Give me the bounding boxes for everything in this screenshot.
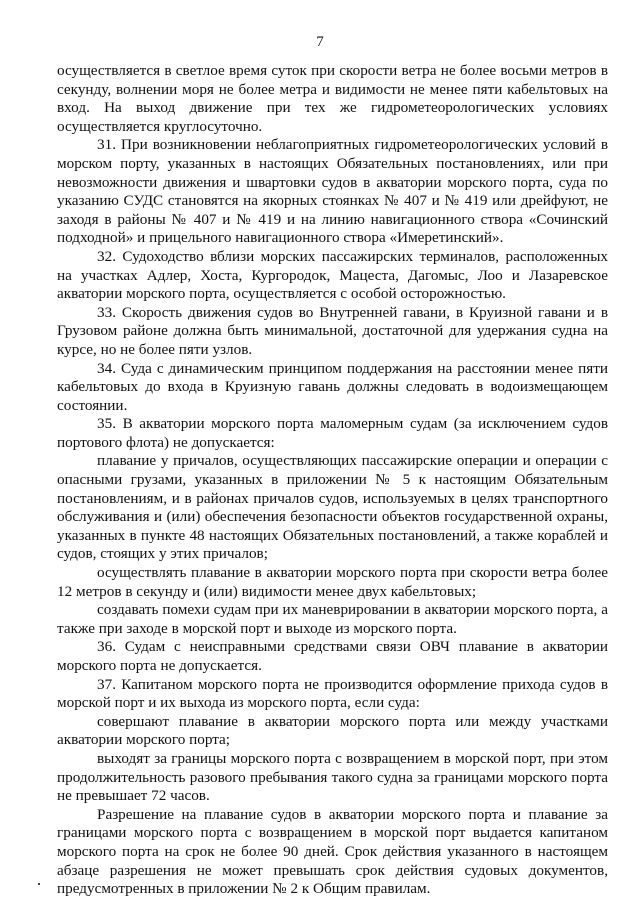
paragraph-32: 32. Судоходство вблизи морских пассажирских терминалов, расположенных на участках Адлер, Хоста, Кургородок, Мацеста, Дагомыс, Лоо и Лазаревское акватории морского порта, осуществляется с особой осторожностью. <box>57 247 608 303</box>
paragraph-31: 31. При возникновении неблагоприятных гидрометеорологических условий в морском порту, указанных в настоящих Обязательных постановлениях, или при невозможности движения и швартовки судов в акватории морского порта, суда по указанию СУДС становятся на якорных стоянках № 407 и № 419 или дрейфуют, не заходя в районы № 407 и № 419 и на линию навигационного створа «Сочинский подходной» и прицельного навигационного створа «Имеретинский». <box>57 136 608 247</box>
paragraph-35-item-1: плавание у причалов, осуществляющих пассажирские операции и операции с опасными грузами, указанных в приложении № 5 к настоящим Обязательным постановлениям, и в районах причалов судов, используемых в целях транспортного обслуживания и (или) обеспечения безопасности объектов государственной охраны, указанных в пункте 48 настоящих Обязательных постановлений, а также кораблей и судов, стоящих у этих причалов; <box>57 452 608 563</box>
document-body <box>57 62 608 899</box>
paragraph-36: 36. Судам с неисправными средствами связи ОВЧ плавание в акватории морского порта не допускается. <box>57 638 608 674</box>
paragraph-35-item-2: осуществлять плавание в акватории морского порта при скорости ветра более 12 метров в секунду и (или) видимости менее двух кабельтовых; <box>57 564 608 600</box>
paragraph-continuation: осуществляется в светлое время суток при скорости ветра не более восьми метров в секунду, волнении моря не более метра и видимости не менее пяти кабельтовых на вход. На выход движение при тех же гидрометеорологических условиях осуществляется круглосуточно. <box>57 62 608 135</box>
paragraph-permission: Разрешение на плавание судов в акватории морского порта и плавание за границами морского порта с возвращением в морской порт выдается капитаном морского порта на срок не более 90 дней. Срок действия указанного в настоящем абзаце разрешения не может превышать срок действия судовых документов, предусмотренных в приложении № 2 к Общим правилам. <box>57 805 608 898</box>
paragraph-35-item-3: создавать помехи судам при их маневрировании в акватории морского порта, а также при заходе в морской порт и выходе из морского порта. <box>57 601 608 637</box>
paragraph-33: 33. Скорость движения судов во Внутренней гавани, в Круизной гавани и в Грузовом районе должна быть минимальной, достаточной для удержания судна на курсе, но не более пяти узлов. <box>57 303 608 358</box>
paragraph-37: 37. Капитаном морского порта не производится оформление прихода судов в морской порт и их выхода из морского порта, если суда: <box>57 675 608 712</box>
scan-speck <box>38 883 40 885</box>
paragraph-35: 35. В акватории морского порта маломерным судам (за исключением судов портового флота) не допускается: <box>57 415 608 451</box>
paragraph-34: 34. Суда с динамическим принципом поддержания на расстоянии менее пяти кабельтовых до входа в Круизную гавань должны следовать в водоизмещающем состоянии. <box>57 359 608 414</box>
paragraph-37-item-2: выходят за границы морского порта с возвращением в морской порт, при этом продолжительность разового пребывания такого судна за границами морского порта не превышает 72 часов. <box>57 749 608 805</box>
page-number: 7 <box>316 34 324 50</box>
paragraph-37-item-1: совершают плавание в акватории морского порта или между участками акватории морского порта; <box>57 712 608 749</box>
